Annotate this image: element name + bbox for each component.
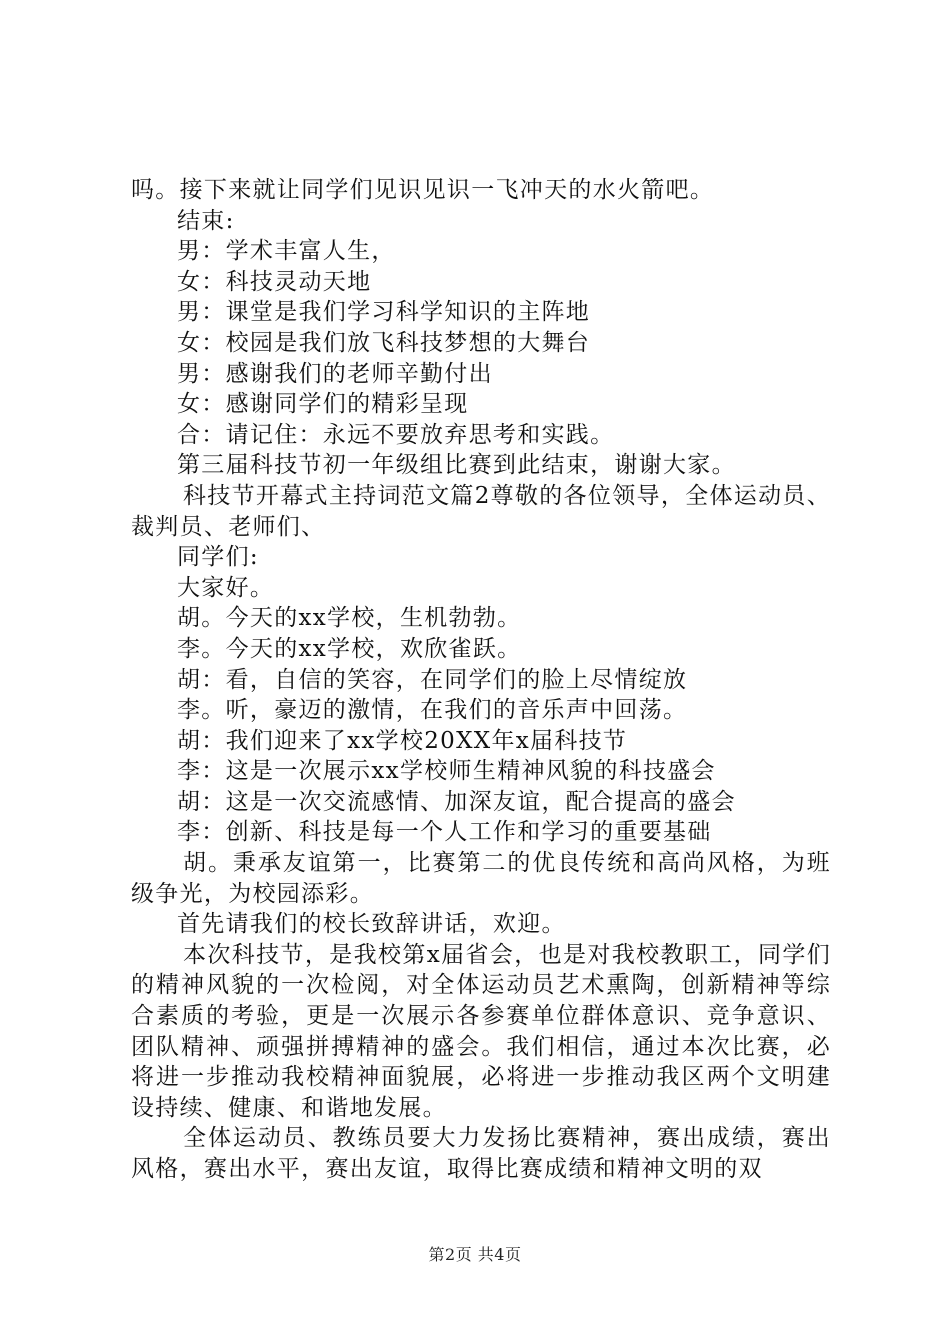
paragraph: 同学们:: [177, 544, 259, 571]
paragraph: 李：这是一次展示xx学校师生精神风貌的科技盛会: [177, 758, 716, 785]
paragraph: 本次科技节，是我校第x届省会，也是对我校教职工，同学们的精神风貌的一次检阅，对全体运动员艺术熏陶，创新精神等综合素质的考验，更是一次展示各参赛单位群体意识、竞争意识、团队精神、顽强拼搏精神的盛会。我们相信，通过本次比赛，必将进一步推动我校精神面貌展，必将进一步推动我区两个文明建设持续、健康、和谐地发展。: [131, 941, 831, 1121]
paragraph: 胡：这是一次交流感情、加深友谊，配合提高的盛会: [177, 788, 736, 815]
paragraph: 男：课堂是我们学习科学知识的主阵地: [177, 299, 591, 326]
paragraph: 女：感谢同学们的精彩呈现: [177, 391, 469, 418]
paragraph: 女：校园是我们放飞科技梦想的大舞台: [177, 329, 591, 356]
paragraph: 合：请记住：永远不要放弃思考和实践。: [177, 421, 615, 448]
paragraph: 胡。秉承友谊第一，比赛第二的优良传统和高尚风格，为班级争光，为校园添彩。: [131, 850, 831, 907]
paragraph: 全体运动员、教练员要大力发扬比赛精神，赛出成绩，赛出风格，赛出水平，赛出友谊，取得比赛成绩和精神文明的双: [131, 1125, 831, 1182]
paragraph: 科技节开幕式主持词范文篇2尊敬的各位领导，全体运动员、裁判员、老师们、: [131, 482, 831, 540]
paragraph: 女：科技灵动天地: [177, 268, 372, 295]
paragraph: 结束:: [177, 207, 235, 234]
paragraph: 李。今天的xx学校，欢欣雀跃。: [177, 635, 522, 662]
paragraph: 首先请我们的校长致辞讲话，欢迎。: [177, 911, 566, 938]
document-body: [131, 175, 831, 1185]
paragraph: 李。听，豪迈的激情，在我们的音乐声中回荡。: [177, 697, 688, 724]
paragraph: 胡：看，自信的笑容，在同学们的脸上尽情绽放: [177, 666, 688, 693]
paragraph: 男：感谢我们的老师辛勤付出: [177, 360, 493, 387]
paragraph: 第三届科技节初一年级组比赛到此结束，谢谢大家。: [177, 452, 736, 479]
paragraph: 大家好。: [177, 574, 275, 601]
paragraph: 李：创新、科技是每一个人工作和学习的重要基础: [177, 819, 712, 846]
paragraph: 胡。今天的xx学校，生机勃勃。: [177, 605, 522, 632]
paragraph: 吗。接下来就让同学们见识见识一飞冲天的水火箭吧。: [131, 177, 715, 203]
paragraph: 男：学术丰富人生，: [177, 238, 396, 265]
page-number-footer: 第2页 共4页: [428, 1245, 522, 1264]
paragraph: 胡：我们迎来了xx学校20XX年x届科技节: [177, 727, 628, 754]
